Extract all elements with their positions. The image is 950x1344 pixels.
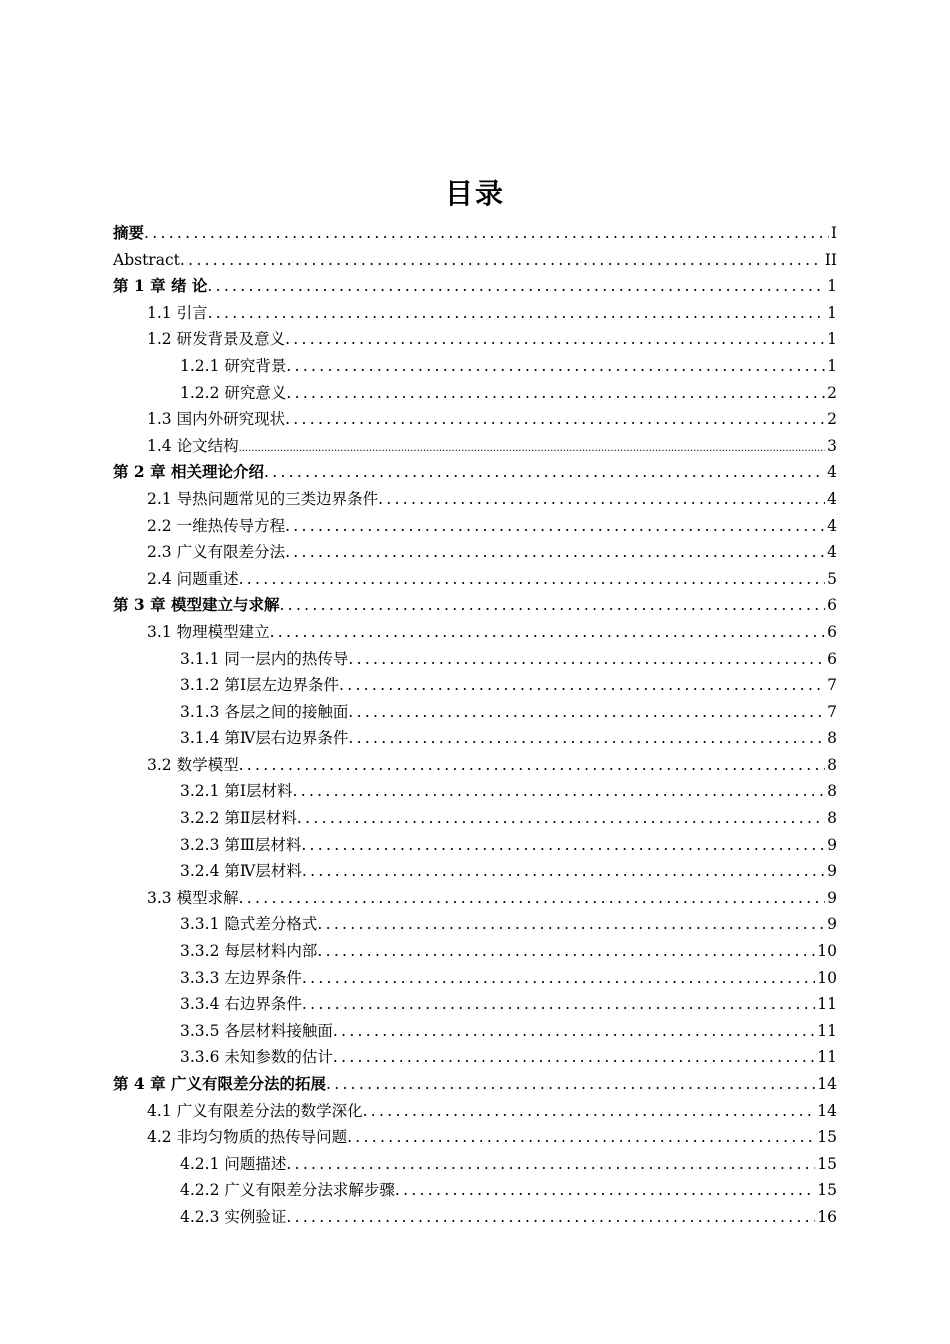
toc-dot-leader: [348, 699, 825, 726]
toc-entry-page-number: 6: [827, 649, 837, 668]
toc-dot-leader: [302, 965, 815, 992]
toc-entry-label: 第 4 章 广义有限差分法的拓展: [113, 1074, 326, 1093]
toc-entry-page-number: 14: [817, 1101, 837, 1120]
toc-entry-label: 3.3.4 右边界条件: [180, 995, 302, 1014]
toc-dot-leader: [264, 459, 825, 486]
toc-entry-page-number: 7: [827, 702, 837, 721]
toc-entry-label: 3.1.2 第Ⅰ层左边界条件: [180, 676, 339, 695]
toc-entry-page-number: 1: [827, 277, 837, 296]
toc-entry[interactable]: [113, 1204, 837, 1231]
toc-entry-label: 2.1 导热问题常见的三类边界条件: [147, 489, 379, 508]
toc-dot-leader: [347, 1124, 815, 1151]
toc-entry[interactable]: [113, 273, 837, 300]
toc-entry-label: 3.2.1 第Ⅰ层材料: [180, 782, 293, 801]
toc-entry-page-number: 15: [817, 1128, 837, 1147]
toc-entry-label: 第 2 章 相关理论介绍: [113, 462, 264, 482]
toc-entry-page-number: 2: [827, 410, 837, 429]
toc-dot-leader: [285, 406, 825, 433]
toc-entry-label: 3.2.2 第Ⅱ层材料: [180, 809, 297, 828]
toc-entry[interactable]: [113, 1177, 837, 1204]
toc-entry-page-number: 7: [827, 676, 837, 695]
toc-entry[interactable]: [113, 459, 837, 486]
toc-entry[interactable]: [113, 406, 837, 433]
toc-entry-page-number: 10: [817, 968, 837, 987]
toc-entry[interactable]: [113, 566, 837, 593]
toc-dot-leader: [348, 725, 825, 752]
toc-dot-leader: [270, 619, 826, 646]
toc-dot-leader: [286, 380, 825, 407]
toc-dot-leader: [239, 752, 826, 779]
toc-entry-label: 3.1.1 同一层内的热传导: [180, 649, 349, 668]
toc-entry-page-number: 1: [827, 356, 837, 375]
toc-entry-label: 3.3.1 隐式差分格式: [180, 915, 318, 934]
toc-entry[interactable]: [113, 805, 837, 832]
toc-entry[interactable]: [113, 938, 837, 965]
toc-dot-leader: [207, 273, 825, 300]
toc-entry[interactable]: [113, 725, 837, 752]
toc-entry-label: 2.3 广义有限差分法: [147, 543, 286, 562]
toc-entry-label: 摘要: [113, 223, 145, 242]
toc-entry[interactable]: [113, 858, 837, 885]
toc-entry[interactable]: [113, 1124, 837, 1151]
toc-dot-leader: [326, 1071, 815, 1098]
toc-dot-leader: [378, 486, 825, 513]
toc-entry-page-number: 8: [827, 755, 837, 774]
toc-entry-page-number: 8: [827, 729, 837, 748]
toc-entry-page-number: 15: [817, 1154, 837, 1173]
toc-entry-label: 3.1.4 第Ⅳ层右边界条件: [180, 729, 349, 748]
toc-entry[interactable]: [113, 247, 837, 274]
toc-entry-page-number: 9: [827, 888, 837, 907]
toc-entry-page-number: 14: [817, 1075, 837, 1093]
toc-entry[interactable]: [113, 1151, 837, 1178]
toc-entry-page-number: 4: [827, 463, 837, 482]
toc-entry-page-number: 9: [827, 915, 837, 934]
toc-entry[interactable]: [113, 885, 837, 912]
toc-entry-label: 3.2.3 第Ⅲ层材料: [180, 835, 302, 854]
toc-entry-label: 3.3 模型求解: [147, 888, 239, 907]
toc-entry-label: 3.2 数学模型: [147, 755, 239, 774]
toc-entry[interactable]: [113, 832, 837, 859]
toc-dot-leader: [302, 991, 815, 1018]
toc-dot-leader: [286, 1151, 815, 1178]
toc-entry-page-number: 11: [817, 1048, 837, 1067]
toc-list: [113, 220, 837, 1231]
toc-entry-page-number: 8: [827, 782, 837, 801]
toc-entry[interactable]: [113, 326, 837, 353]
toc-entry-page-number: 11: [817, 995, 837, 1014]
toc-entry[interactable]: [113, 433, 837, 460]
toc-entry-label: 3.2.4 第Ⅳ层材料: [180, 862, 302, 881]
toc-entry-page-number: 1: [827, 303, 837, 322]
toc-dot-leader: [279, 592, 825, 619]
toc-entry-label: Abstract: [113, 250, 180, 269]
toc-entry-page-number: 9: [827, 835, 837, 854]
toc-entry-label: 2.4 问题重述: [147, 569, 239, 588]
toc-entry[interactable]: [113, 672, 837, 699]
toc-entry-label: 3.3.5 各层材料接触面: [180, 1021, 333, 1040]
toc-dot-leader: [297, 805, 825, 832]
toc-entry-page-number: 2: [827, 383, 837, 402]
toc-entry-label: 3.3.3 左边界条件: [180, 968, 302, 987]
toc-entry-page-number: 4: [827, 516, 837, 535]
toc-entry-label: 3.3.6 未知参数的估计: [180, 1048, 333, 1067]
toc-dot-leader: [348, 646, 825, 673]
toc-entry-label: 3.3.2 每层材料内部: [180, 942, 318, 961]
toc-dot-leader: [144, 220, 829, 247]
toc-entry-label: 4.2.2 广义有限差分法求解步骤: [180, 1181, 395, 1200]
toc-dot-leader: [293, 778, 826, 805]
toc-entry[interactable]: [113, 965, 837, 992]
toc-dot-leader: [239, 436, 826, 463]
toc-entry-page-number: 11: [817, 1021, 837, 1040]
toc-entry-label: 1.2 研发背景及意义: [147, 330, 286, 349]
toc-dot-leader: [339, 672, 825, 699]
toc-entry-label: 1.3 国内外研究现状: [147, 410, 286, 429]
toc-entry-page-number: I: [830, 224, 837, 242]
toc-dot-leader: [239, 885, 826, 912]
toc-dot-leader: [208, 300, 826, 327]
toc-dot-leader: [301, 832, 825, 859]
toc-entry-page-number: 15: [817, 1181, 837, 1200]
toc-entry-label: 第 1 章 绪 论: [113, 276, 208, 296]
toc-entry-label: 1.1 引言: [147, 303, 208, 322]
toc-entry[interactable]: [113, 539, 837, 566]
toc-entry-page-number: 9: [827, 862, 837, 881]
toc-entry-label: 4.2 非均匀物质的热传导问题: [147, 1128, 348, 1147]
toc-entry-page-number: 8: [827, 809, 837, 828]
toc-entry[interactable]: [113, 353, 837, 380]
toc-entry-label: 1.4 论文结构: [147, 436, 239, 455]
toc-entry[interactable]: [113, 486, 837, 513]
toc-entry-label: 4.2.3 实例验证: [180, 1207, 287, 1226]
toc-dot-leader: [333, 1044, 815, 1071]
toc-entry[interactable]: [113, 991, 837, 1018]
toc-entry-page-number: 6: [827, 596, 837, 615]
toc-dot-leader: [285, 326, 825, 353]
toc-entry[interactable]: [113, 1098, 837, 1125]
toc-dot-leader: [286, 1204, 815, 1231]
toc-entry[interactable]: [113, 513, 837, 540]
toc-entry[interactable]: [113, 300, 837, 327]
toc-entry-label: 第 3 章 模型建立与求解: [113, 595, 280, 615]
toc-title: 目录: [444, 177, 505, 210]
toc-entry[interactable]: [113, 911, 837, 938]
toc-entry-page-number: 6: [827, 622, 837, 641]
toc-entry-label: 3.1.3 各层之间的接触面: [180, 702, 349, 721]
toc-entry-page-number: 4: [827, 543, 837, 562]
toc-entry[interactable]: [113, 619, 837, 646]
toc-entry[interactable]: [113, 646, 837, 673]
toc-entry-label: 4.2.1 问题描述: [180, 1154, 287, 1173]
toc-dot-leader: [317, 938, 815, 965]
toc-dot-leader: [239, 566, 826, 593]
toc-entry[interactable]: [113, 699, 837, 726]
toc-dot-leader: [285, 539, 825, 566]
toc-entry[interactable]: [113, 752, 837, 779]
toc-entry[interactable]: [113, 778, 837, 805]
toc-entry-page-number: 16: [817, 1207, 837, 1226]
toc-entry[interactable]: [113, 1018, 837, 1045]
toc-entry-page-number: II: [824, 250, 837, 269]
toc-entry-label: 2.2 一维热传导方程: [147, 516, 286, 535]
toc-entry-label: 1.2.1 研究背景: [180, 356, 287, 375]
toc-dot-leader: [317, 911, 825, 938]
toc-dot-leader: [302, 858, 825, 885]
toc-entry[interactable]: [113, 380, 837, 407]
toc-dot-leader: [285, 513, 825, 540]
toc-entry[interactable]: [113, 592, 837, 619]
toc-entry-label: 3.1 物理模型建立: [147, 622, 270, 641]
toc-entry[interactable]: [113, 1044, 837, 1071]
toc-dot-leader: [180, 247, 823, 274]
toc-entry-page-number: 1: [827, 330, 837, 349]
toc-entry-label: 1.2.2 研究意义: [180, 383, 287, 402]
toc-dot-leader: [286, 353, 825, 380]
toc-entry[interactable]: [113, 220, 837, 247]
toc-dot-leader: [333, 1018, 815, 1045]
toc-entry-label: 4.1 广义有限差分法的数学深化: [147, 1101, 363, 1120]
toc-dot-leader: [363, 1098, 816, 1125]
toc-entry-page-number: 3: [827, 436, 837, 455]
toc-entry[interactable]: [113, 1071, 837, 1098]
toc-entry-page-number: 5: [827, 569, 837, 588]
toc-entry-page-number: 10: [817, 942, 837, 961]
toc-dot-leader: [395, 1177, 815, 1204]
toc-entry-page-number: 4: [827, 489, 837, 508]
